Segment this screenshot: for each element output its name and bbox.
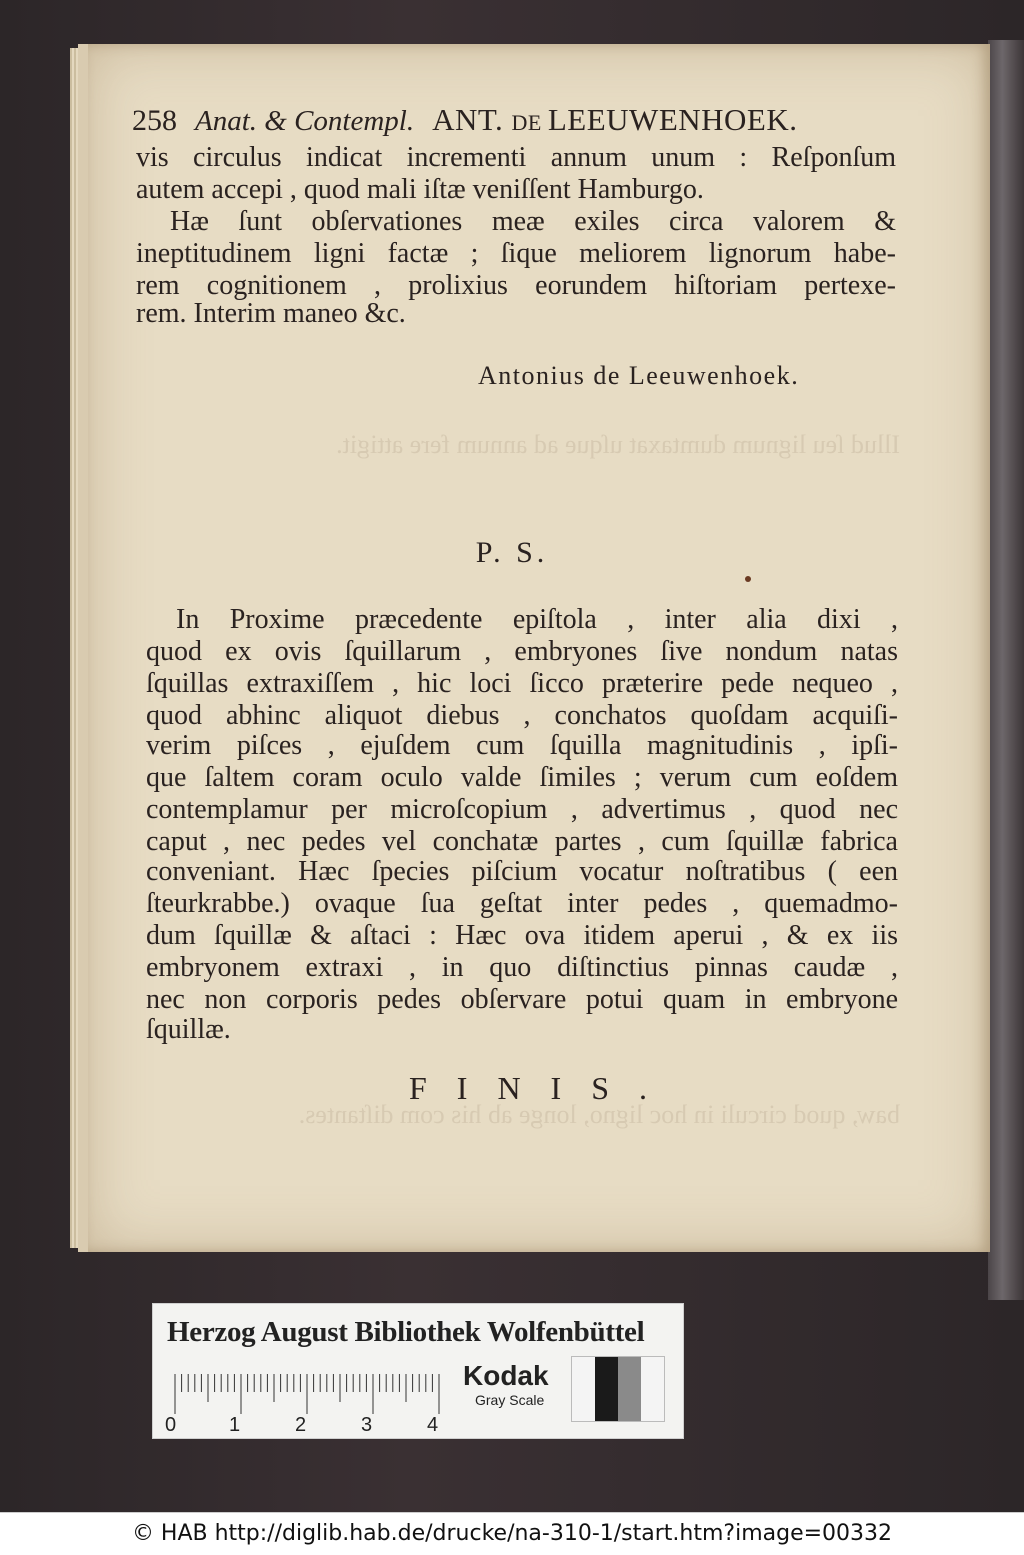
postscript-line: contemplamur per microſcopium , advertimus , quod nec: [146, 794, 898, 825]
running-head: [132, 102, 872, 142]
ruler-number: 3: [361, 1414, 373, 1436]
footer-bar: [0, 1512, 1024, 1555]
postscript-heading: P. S.: [475, 536, 549, 569]
body-line: vis circulus indicat incrementi annum unum : Reſponſum: [136, 142, 896, 173]
running-head-title: Anat. & Contempl.: [195, 105, 415, 137]
ruler-numbers: [165, 1414, 465, 1436]
postscript-line: verim piſces , ejuſdem cum ſquilla magnitudinis , ipſi-: [146, 730, 898, 761]
adjacent-page-edge: [988, 40, 1024, 1300]
ruler-number: 0: [165, 1414, 177, 1436]
postscript-line: quod ex ovis ſquillarum , embryones ſive nondum natas: [146, 636, 898, 667]
ruler-number: 1: [229, 1414, 241, 1436]
gray-swatch: [618, 1357, 641, 1421]
finis: FINIS.: [408, 1070, 677, 1106]
body-line: autem accepi , quod mali iſtæ veniſſent Hamburgo.: [136, 174, 704, 205]
ruler-number: 4: [427, 1414, 439, 1436]
ink-dot: [745, 576, 751, 582]
ruler-number: 2: [295, 1414, 307, 1436]
show-through-text: Illud ſeu lignum dumtaxat uſque ad annum fere attigit.: [336, 430, 900, 459]
signature: Antonius de Leeuwenhoek.: [478, 361, 800, 390]
postscript-line: caput , nec pedes vel conchatæ partes , cum ſquillæ fabrica: [146, 826, 898, 857]
gray-scale-swatches: [571, 1356, 665, 1422]
gray-scale-label: Gray Scale: [475, 1392, 545, 1408]
postscript-line: ſquillæ.: [146, 1014, 231, 1045]
show-through-text: baw, quod circuli in hoc ligno, longe ab his com diſtantes.: [298, 1100, 900, 1129]
gray-swatch: [572, 1357, 595, 1421]
library-color-card: [152, 1303, 684, 1439]
gray-swatch: [595, 1357, 618, 1421]
postscript-line: embryonem extraxi , in quo diſtinctius pinnas caudæ ,: [146, 952, 898, 983]
copyright-url: © HAB http://diglib.hab.de/drucke/na-310-1/start.htm?image=00332: [131, 1521, 893, 1546]
postscript-line: quod abhinc aliquot diebus , conchatos quoſdam acquiſi-: [146, 700, 898, 731]
postscript-line: ſquillas extraxiſſem , hic loci ſicco præterire pede nequeo ,: [146, 668, 898, 699]
body-line: rem. Interim maneo &c.: [136, 298, 406, 329]
body-line: Hæ ſunt obſervationes meæ exiles circa valorem &: [170, 206, 896, 237]
running-head-author: ANT. DE LEEUWENHOEK.: [432, 102, 798, 137]
postscript-line: dum ſquillæ & aſtaci : Hæc ova itidem aperui , & ex iis: [146, 920, 898, 951]
kodak-logo: Kodak: [463, 1360, 549, 1391]
postscript-line: nec non corporis pedes obſervare potui quam in embryone: [146, 984, 898, 1015]
body-line: rem cognitionem , prolixius eorundem hiſtoriam pertexe-: [136, 270, 896, 301]
ruler-scale: [173, 1370, 443, 1414]
postscript-line: ſteurkrabbe.) ovaque ſua geſtat inter pedes , quemadmo-: [146, 888, 898, 919]
gray-swatch: [641, 1357, 664, 1421]
page-number: 258: [132, 104, 177, 137]
postscript-line: conveniant. Hæc ſpecies piſcium vocatur noſtratibus ( een: [146, 856, 898, 887]
postscript-line: In Proxime præcedente epiſtola , inter alia dixi ,: [176, 604, 898, 635]
body-line: ineptitudinem ligni factæ ; ſique meliorem lignorum habe-: [136, 238, 896, 269]
postscript-line: que ſaltem coram oculo valde ſimiles ; verum cum eoſdem: [146, 762, 898, 793]
library-name: Herzog August Bibliothek Wolfenbüttel: [167, 1316, 645, 1348]
